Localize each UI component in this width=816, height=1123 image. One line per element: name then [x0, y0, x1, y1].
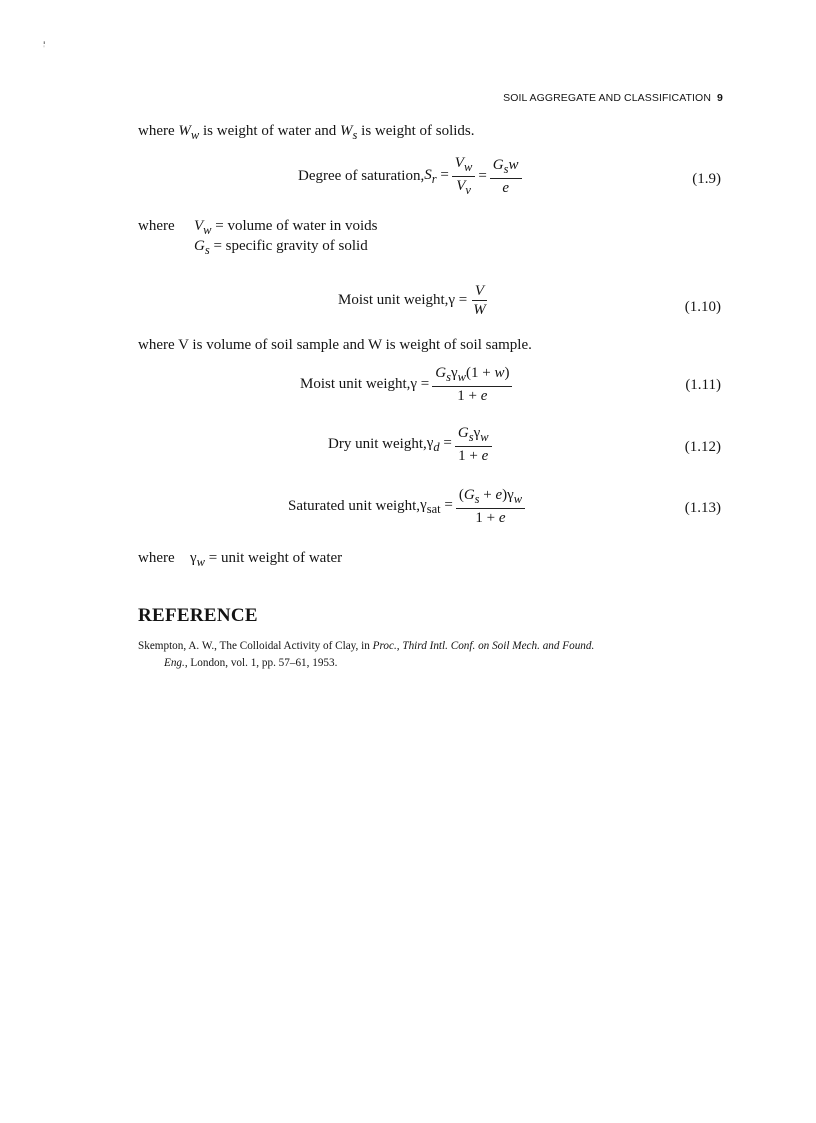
- equation-number-1-11: (1.11): [685, 377, 721, 393]
- equation-label: Moist unit weight,: [300, 376, 411, 392]
- equation-1-11: Moist unit weight, γ = $\frac{G_s\gamma_w(1 + w)}{1 + e}$: [300, 365, 515, 404]
- equation-number-1-13: (1.13): [684, 500, 721, 516]
- equation-1-9: Degree of saturation, $S_r$ = $\frac{V_w}{V_v}$ = $\frac{G_sw}{e}$: [298, 155, 525, 198]
- equation-label: Moist unit weight,: [338, 292, 449, 308]
- running-title: SOIL AGGREGATE AND CLASSIFICATION: [503, 92, 712, 104]
- reference-entry: Skempton, A. W., The Colloidal Activity of Clay, in Proc., Third Intl. Conf. on Soil Mech. and Found. Eng., London, vol. 1, pp. 57–61, 1953.: [138, 640, 595, 669]
- reference-heading: REFERENCE: [138, 605, 258, 626]
- equation-label: Degree of saturation,: [298, 168, 425, 184]
- equation-label: Saturated unit weight,: [288, 498, 421, 514]
- scan-artifact: [40, 40, 50, 60]
- equation-number-1-10: (1.10): [684, 299, 721, 315]
- paragraph-where-3: where V is volume of soil sample and W is weight of soil sample.: [138, 337, 532, 353]
- equation-label: Dry unit weight,: [328, 436, 427, 452]
- where-block-4: where $\gamma_w$ = unit weight of water: [138, 550, 343, 569]
- equation-number-1-12: (1.12): [684, 439, 721, 455]
- page-number: 9: [717, 92, 723, 104]
- paragraph-where-1: where $W_w$ is weight of water and $W_s$ is weight of solids.: [138, 123, 475, 142]
- equation-1-10: Moist unit weight, γ = $\frac{V}{W}$: [338, 283, 486, 318]
- equation-number-1-9: (1.9): [692, 171, 721, 187]
- equation-1-12: Dry unit weight, $\gamma_d$ = $\frac{G_s\gamma_w}{1 + e}$: [328, 425, 495, 464]
- running-header: [503, 92, 723, 104]
- where-block-2: where $V_w$ = volume of water in voids $G_s$ = specific gravity of solid: [138, 218, 378, 257]
- equation-1-13: Saturated unit weight, $\gamma_{sat}$ = $\frac{(G_s + e)\gamma_w}{1 + e}$: [288, 487, 528, 526]
